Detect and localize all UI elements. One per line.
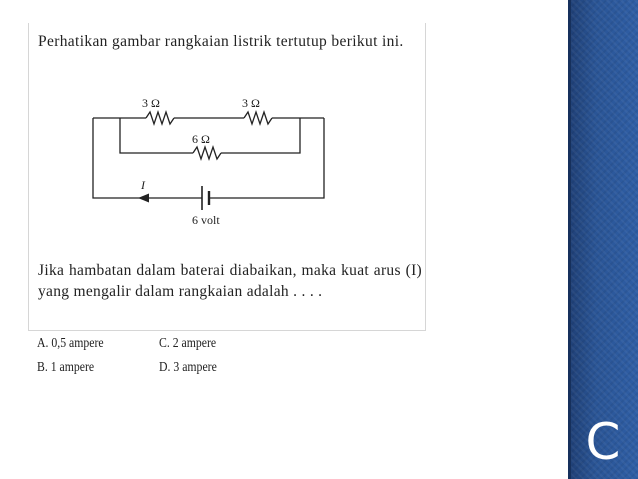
question-text: Jika hambatan dalam baterai diabaikan, maka kuat arus (I) yang mengalir dalam rangkaian adalah . . . . — [38, 262, 422, 300]
label-current: I — [141, 178, 145, 192]
answer-options — [37, 336, 237, 384]
answer-letter: C — [585, 413, 621, 471]
outer-wire-right — [209, 118, 324, 198]
label-resistor-top-right: 3 Ω — [242, 96, 260, 110]
inner-branch — [120, 118, 193, 153]
current-arrow — [138, 194, 149, 203]
label-resistor-middle: 6 Ω — [192, 132, 210, 146]
label-resistor-top-left: 3 Ω — [142, 96, 160, 110]
option-d[interactable]: D. 3 ampere — [159, 360, 217, 375]
option-a[interactable]: A. 0,5 ampere — [37, 336, 104, 351]
side-accent-bar — [568, 0, 638, 479]
label-battery: 6 volt — [192, 213, 220, 227]
question-card — [28, 23, 426, 331]
option-b[interactable]: B. 1 ampere — [37, 360, 95, 375]
outer-wire — [93, 118, 202, 198]
option-c[interactable]: C. 2 ampere — [159, 336, 217, 351]
resistor-top-left-zigzag — [146, 112, 174, 124]
circuit-diagram — [29, 23, 425, 253]
question-intro: Perhatikan gambar rangkaian listrik tertutup berikut ini. — [38, 33, 404, 50]
resistor-middle-zigzag — [193, 147, 221, 159]
resistor-top-right-zigzag — [244, 112, 272, 124]
